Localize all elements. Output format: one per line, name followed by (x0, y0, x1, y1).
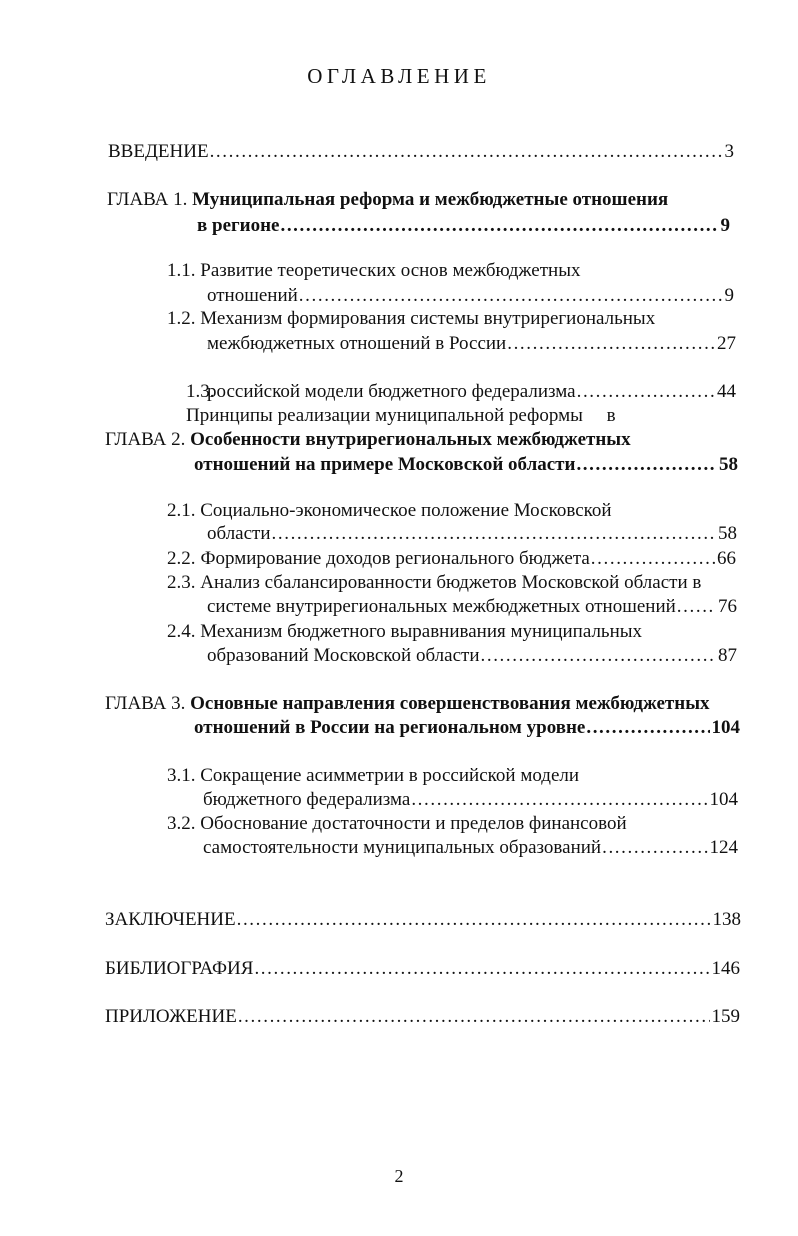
section-title-line1: Принципы реализации муниципальной реформы в (186, 405, 616, 426)
chapter-title-line2: отношений на примере Московской области (194, 454, 576, 475)
chapter-title-line2: отношений в России на региональном уровне (194, 717, 586, 738)
toc-entry-page: 104 (709, 789, 738, 810)
section-2-4-line2[interactable] (207, 644, 737, 668)
chapter-prefix: ГЛАВА 1. (107, 189, 188, 210)
dot-leader (210, 140, 723, 164)
chapter-prefix: ГЛАВА 2. (105, 429, 186, 450)
section-1-2-line2[interactable] (207, 332, 736, 356)
section-title-line1: Сокращение асимметрии в российской модели (200, 765, 580, 786)
dot-leader (507, 332, 715, 356)
toc-entry-label: ВВЕДЕНИЕ (108, 141, 209, 162)
section-title-line2: образований Московской области (207, 645, 480, 666)
toc-entry-label: БИБЛИОГРАФИЯ (105, 958, 254, 979)
section-2-2[interactable] (167, 547, 736, 571)
toc-entry-page: 87 (718, 645, 737, 666)
section-title-line2: отношений (207, 285, 298, 306)
toc-entry-appendix[interactable] (105, 1005, 740, 1029)
section-title-line2: области (207, 523, 271, 544)
section-2-4[interactable] (167, 620, 642, 644)
toc-entry-page: 9 (720, 215, 730, 236)
dot-leader (254, 957, 709, 981)
dot-leader (576, 453, 717, 477)
dot-leader (591, 547, 715, 571)
toc-entry-page: 58 (718, 523, 737, 544)
toc-entry-page: 27 (717, 333, 736, 354)
section-title-line2: самостоятельности муниципальных образований (203, 837, 602, 858)
section-3-1-line2[interactable] (203, 788, 738, 812)
section-title-line1: Формирование доходов регионального бюджета (200, 548, 590, 569)
chapter-prefix: ГЛАВА 3. (105, 693, 186, 714)
section-title-line1: Социально-экономическое положение Московской (200, 500, 612, 521)
toc-entry-label: ЗАКЛЮЧЕНИЕ (105, 909, 236, 930)
section-title-line1: Анализ сбалансированности бюджетов Московской области в (200, 572, 702, 593)
toc-entry-page: 44 (717, 381, 736, 402)
toc-entry-page: 66 (717, 548, 736, 569)
toc-entry-conclusion[interactable] (105, 908, 741, 932)
section-title-line2: бюджетного федерализма (203, 789, 411, 810)
dot-leader (238, 1005, 710, 1029)
section-number: 3.2. (167, 813, 196, 834)
section-number: 1.3. (186, 381, 215, 402)
section-2-3[interactable] (167, 571, 701, 595)
toc-entry-page: 58 (719, 454, 738, 475)
chapter-1-heading-line2[interactable] (197, 214, 730, 238)
toc-entry-page: 104 (711, 717, 740, 738)
toc-entry-page: 159 (711, 1006, 740, 1027)
dot-leader (677, 595, 716, 619)
toc-entry-page: 138 (712, 909, 741, 930)
section-number: 1.2. (167, 308, 196, 329)
section-title-line1: Развитие теоретических основ межбюджетных (200, 260, 581, 281)
chapter-title-line1: Особенности внутрирегиональных межбюджетных (190, 429, 631, 450)
dot-leader (411, 788, 707, 812)
section-1-1-line2[interactable] (207, 284, 734, 308)
chapter-title-line1: Муниципальная реформа и межбюджетные отношения (192, 189, 669, 210)
section-1-3-line2[interactable] (207, 380, 736, 404)
chapter-3-heading-line2[interactable] (194, 716, 740, 740)
chapter-title-line1: Основные направления совершенствования межбюджетных (190, 693, 710, 714)
section-number: 2.3. (167, 572, 196, 593)
toc-entry-page: 9 (724, 285, 734, 306)
section-2-1-line2[interactable] (207, 522, 737, 546)
section-title-line1: Механизм бюджетного выравнивания муниципальных (200, 621, 643, 642)
chapter-2-heading[interactable] (105, 428, 631, 452)
chapter-title-line2: в регионе (197, 215, 280, 236)
section-3-2[interactable] (167, 812, 627, 836)
section-1-1[interactable] (167, 259, 580, 283)
section-number: 2.2. (167, 548, 196, 569)
page-number: 2 (394, 1166, 404, 1186)
section-2-3-line2[interactable] (207, 595, 737, 619)
section-number: 1.1. (167, 260, 196, 281)
section-title-line1: Механизм формирования системы внутрирегиональных (200, 308, 656, 329)
section-title-line2: российской модели бюджетного федерализма (207, 381, 576, 402)
section-number: 2.1. (167, 500, 196, 521)
section-3-1[interactable] (167, 764, 579, 788)
toc-entry-label: ПРИЛОЖЕНИЕ (105, 1006, 237, 1027)
section-title-line2: межбюджетных отношений в России (207, 333, 507, 354)
chapter-3-heading[interactable] (105, 692, 710, 716)
section-number: 2.4. (167, 621, 196, 642)
section-3-2-line2[interactable] (203, 836, 738, 860)
dot-leader (602, 836, 707, 860)
section-title-line2: системе внутрирегиональных межбюджетных отношений (207, 596, 676, 617)
toc-entry-bibliography[interactable] (105, 957, 740, 981)
chapter-1-heading[interactable] (107, 188, 668, 212)
page-title: ОГЛАВЛЕНИЕ (307, 64, 491, 88)
section-number: 3.1. (167, 765, 196, 786)
section-title-line1: Обоснование достаточности и пределов финансовой (200, 813, 627, 834)
chapter-2-heading-line2[interactable] (194, 453, 738, 477)
dot-leader (299, 284, 723, 308)
dot-leader (577, 380, 715, 404)
dot-leader (280, 214, 718, 238)
section-2-1[interactable] (167, 499, 612, 523)
toc-entry-page: 3 (724, 141, 734, 162)
toc-entry-page: 76 (718, 596, 737, 617)
dot-leader (586, 716, 709, 740)
toc-entry-page: 124 (709, 837, 738, 858)
dot-leader (481, 644, 717, 668)
toc-entry-intro[interactable] (108, 140, 734, 164)
dot-leader (272, 522, 716, 546)
dot-leader (237, 908, 711, 932)
toc-entry-page: 146 (711, 958, 740, 979)
section-1-2[interactable] (167, 307, 655, 331)
